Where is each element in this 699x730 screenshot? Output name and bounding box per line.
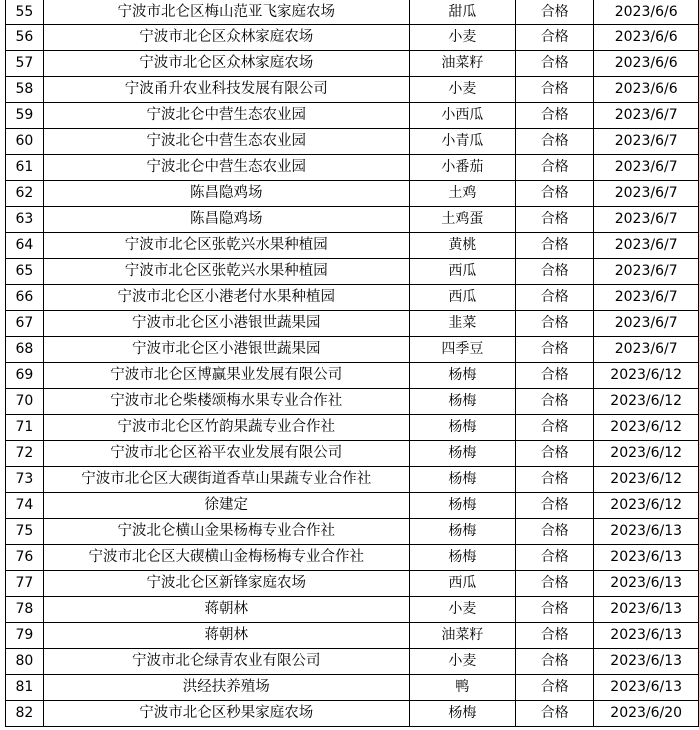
- producer-name-cell: 宁波市北仑绿青农业有限公司: [43, 649, 409, 675]
- result-cell: 合格: [516, 623, 594, 649]
- table-row: [6, 597, 699, 623]
- product-cell: 杨梅: [409, 415, 515, 441]
- row-number-cell: 62: [6, 181, 44, 207]
- product-cell: 杨梅: [409, 389, 515, 415]
- date-cell: 2023/6/12: [594, 415, 699, 441]
- product-cell: 杨梅: [409, 493, 515, 519]
- result-cell: 合格: [516, 337, 594, 363]
- result-cell: 合格: [516, 415, 594, 441]
- row-number-cell: 82: [6, 701, 44, 727]
- product-cell: 黄桃: [409, 233, 515, 259]
- date-cell: 2023/6/12: [594, 363, 699, 389]
- row-number-cell: 78: [6, 597, 44, 623]
- table-row: [6, 363, 699, 389]
- date-cell: 2023/6/6: [594, 77, 699, 103]
- result-cell: 合格: [516, 675, 594, 701]
- result-cell: 合格: [516, 493, 594, 519]
- producer-name-cell: 宁波北仑中营生态农业园: [43, 103, 409, 129]
- table-row: [6, 467, 699, 493]
- row-number-cell: 61: [6, 155, 44, 181]
- date-cell: 2023/6/7: [594, 337, 699, 363]
- date-cell: 2023/6/13: [594, 623, 699, 649]
- row-number-cell: 67: [6, 311, 44, 337]
- product-cell: 西瓜: [409, 259, 515, 285]
- table-row: [6, 181, 699, 207]
- producer-name-cell: 洪经扶养殖场: [43, 675, 409, 701]
- date-cell: 2023/6/7: [594, 103, 699, 129]
- result-cell: 合格: [516, 0, 594, 25]
- table-row: [6, 545, 699, 571]
- product-cell: 小番茄: [409, 155, 515, 181]
- producer-name-cell: 宁波市北仑区大碶街道香草山果蔬专业合作社: [43, 467, 409, 493]
- date-cell: 2023/6/6: [594, 25, 699, 51]
- date-cell: 2023/6/6: [594, 51, 699, 77]
- result-cell: 合格: [516, 363, 594, 389]
- row-number-cell: 56: [6, 25, 44, 51]
- product-cell: 土鸡蛋: [409, 207, 515, 233]
- producer-name-cell: 宁波北仑区新锋家庭农场: [43, 571, 409, 597]
- product-cell: 小麦: [409, 597, 515, 623]
- date-cell: 2023/6/7: [594, 181, 699, 207]
- product-cell: 小麦: [409, 77, 515, 103]
- producer-name-cell: 宁波市北仑区裕平农业发展有限公司: [43, 441, 409, 467]
- producer-name-cell: 宁波北仑中营生态农业园: [43, 129, 409, 155]
- date-cell: 2023/6/20: [594, 701, 699, 727]
- product-cell: 甜瓜: [409, 0, 515, 25]
- product-cell: 小青瓜: [409, 129, 515, 155]
- table-row: [6, 103, 699, 129]
- result-cell: 合格: [516, 389, 594, 415]
- result-cell: 合格: [516, 51, 594, 77]
- product-cell: 杨梅: [409, 441, 515, 467]
- producer-name-cell: 宁波市北仑区小港银世蔬果园: [43, 311, 409, 337]
- row-number-cell: 57: [6, 51, 44, 77]
- result-cell: 合格: [516, 467, 594, 493]
- producer-name-cell: 蒋朝林: [43, 597, 409, 623]
- product-cell: 土鸡: [409, 181, 515, 207]
- date-cell: 2023/6/7: [594, 207, 699, 233]
- row-number-cell: 80: [6, 649, 44, 675]
- date-cell: 2023/6/12: [594, 467, 699, 493]
- producer-name-cell: 宁波市北仑区梅山范亚飞家庭农场: [43, 0, 409, 25]
- result-cell: 合格: [516, 285, 594, 311]
- table-row: [6, 675, 699, 701]
- result-cell: 合格: [516, 545, 594, 571]
- date-cell: 2023/6/13: [594, 545, 699, 571]
- producer-name-cell: 宁波市北仑区竹韵果蔬专业合作社: [43, 415, 409, 441]
- table-row: [6, 389, 699, 415]
- producer-name-cell: 宁波市北仑区张乾兴水果种植园: [43, 233, 409, 259]
- date-cell: 2023/6/7: [594, 129, 699, 155]
- product-cell: 四季豆: [409, 337, 515, 363]
- row-number-cell: 58: [6, 77, 44, 103]
- row-number-cell: 77: [6, 571, 44, 597]
- product-cell: 西瓜: [409, 571, 515, 597]
- producer-name-cell: 宁波市北仑区秒果家庭农场: [43, 701, 409, 727]
- date-cell: 2023/6/7: [594, 311, 699, 337]
- table-row: [6, 25, 699, 51]
- result-cell: 合格: [516, 233, 594, 259]
- product-cell: 韭菜: [409, 311, 515, 337]
- producer-name-cell: 宁波北仑横山金果杨梅专业合作社: [43, 519, 409, 545]
- result-cell: 合格: [516, 519, 594, 545]
- row-number-cell: 74: [6, 493, 44, 519]
- table-row: [6, 337, 699, 363]
- table-row: [6, 285, 699, 311]
- row-number-cell: 68: [6, 337, 44, 363]
- product-cell: 小麦: [409, 25, 515, 51]
- date-cell: 2023/6/13: [594, 571, 699, 597]
- producer-name-cell: 陈昌隐鸡场: [43, 207, 409, 233]
- date-cell: 2023/6/13: [594, 519, 699, 545]
- row-number-cell: 75: [6, 519, 44, 545]
- table-row: [6, 649, 699, 675]
- result-cell: 合格: [516, 701, 594, 727]
- product-cell: 油菜籽: [409, 623, 515, 649]
- date-cell: 2023/6/13: [594, 597, 699, 623]
- row-number-cell: 63: [6, 207, 44, 233]
- producer-name-cell: 宁波市北仑区小港老付水果种植园: [43, 285, 409, 311]
- producer-name-cell: 宁波北仑中营生态农业园: [43, 155, 409, 181]
- product-cell: 杨梅: [409, 467, 515, 493]
- product-cell: 西瓜: [409, 285, 515, 311]
- product-cell: 杨梅: [409, 363, 515, 389]
- table-row: [6, 77, 699, 103]
- producer-name-cell: 宁波市北仑区博赢果业发展有限公司: [43, 363, 409, 389]
- result-cell: 合格: [516, 181, 594, 207]
- result-cell: 合格: [516, 25, 594, 51]
- result-cell: 合格: [516, 571, 594, 597]
- producer-name-cell: 蒋朝林: [43, 623, 409, 649]
- table-row: [6, 701, 699, 727]
- product-cell: 杨梅: [409, 701, 515, 727]
- table-row: [6, 571, 699, 597]
- table-row: [6, 415, 699, 441]
- date-cell: 2023/6/13: [594, 675, 699, 701]
- producer-name-cell: 宁波市北仑柴楼颂梅水果专业合作社: [43, 389, 409, 415]
- result-cell: 合格: [516, 649, 594, 675]
- table-row: [6, 493, 699, 519]
- result-cell: 合格: [516, 311, 594, 337]
- table-row: [6, 129, 699, 155]
- result-cell: 合格: [516, 155, 594, 181]
- producer-name-cell: 宁波甬升农业科技发展有限公司: [43, 77, 409, 103]
- row-number-cell: 71: [6, 415, 44, 441]
- row-number-cell: 60: [6, 129, 44, 155]
- table-row: [6, 233, 699, 259]
- producer-name-cell: 陈昌隐鸡场: [43, 181, 409, 207]
- product-cell: 小西瓜: [409, 103, 515, 129]
- row-number-cell: 59: [6, 103, 44, 129]
- result-cell: 合格: [516, 207, 594, 233]
- producer-name-cell: 徐建定: [43, 493, 409, 519]
- result-cell: 合格: [516, 441, 594, 467]
- table-row: [6, 311, 699, 337]
- row-number-cell: 64: [6, 233, 44, 259]
- date-cell: 2023/6/12: [594, 493, 699, 519]
- result-cell: 合格: [516, 77, 594, 103]
- producer-name-cell: 宁波市北仑区众林家庭农场: [43, 51, 409, 77]
- producer-name-cell: 宁波市北仑区大碶横山金梅杨梅专业合作社: [43, 545, 409, 571]
- table-row: [6, 441, 699, 467]
- row-number-cell: 76: [6, 545, 44, 571]
- inspection-results-table: [5, 0, 699, 727]
- date-cell: 2023/6/7: [594, 155, 699, 181]
- producer-name-cell: 宁波市北仑区众林家庭农场: [43, 25, 409, 51]
- table-row: [6, 51, 699, 77]
- date-cell: 2023/6/7: [594, 233, 699, 259]
- date-cell: 2023/6/6: [594, 0, 699, 25]
- result-cell: 合格: [516, 259, 594, 285]
- product-cell: 鸭: [409, 675, 515, 701]
- product-cell: 杨梅: [409, 519, 515, 545]
- product-cell: 油菜籽: [409, 51, 515, 77]
- table-row: [6, 155, 699, 181]
- table-body: [6, 0, 699, 727]
- row-number-cell: 70: [6, 389, 44, 415]
- date-cell: 2023/6/7: [594, 259, 699, 285]
- table-row: [6, 259, 699, 285]
- row-number-cell: 55: [6, 0, 44, 25]
- date-cell: 2023/6/12: [594, 441, 699, 467]
- row-number-cell: 69: [6, 363, 44, 389]
- row-number-cell: 73: [6, 467, 44, 493]
- result-cell: 合格: [516, 129, 594, 155]
- result-cell: 合格: [516, 103, 594, 129]
- table-row: [6, 519, 699, 545]
- row-number-cell: 79: [6, 623, 44, 649]
- date-cell: 2023/6/13: [594, 649, 699, 675]
- product-cell: 杨梅: [409, 545, 515, 571]
- table-row: [6, 0, 699, 25]
- product-cell: 小麦: [409, 649, 515, 675]
- row-number-cell: 81: [6, 675, 44, 701]
- row-number-cell: 72: [6, 441, 44, 467]
- date-cell: 2023/6/12: [594, 389, 699, 415]
- row-number-cell: 66: [6, 285, 44, 311]
- table-row: [6, 207, 699, 233]
- table-row: [6, 623, 699, 649]
- producer-name-cell: 宁波市北仑区张乾兴水果种植园: [43, 259, 409, 285]
- row-number-cell: 65: [6, 259, 44, 285]
- result-cell: 合格: [516, 597, 594, 623]
- date-cell: 2023/6/7: [594, 285, 699, 311]
- producer-name-cell: 宁波市北仑区小港银世蔬果园: [43, 337, 409, 363]
